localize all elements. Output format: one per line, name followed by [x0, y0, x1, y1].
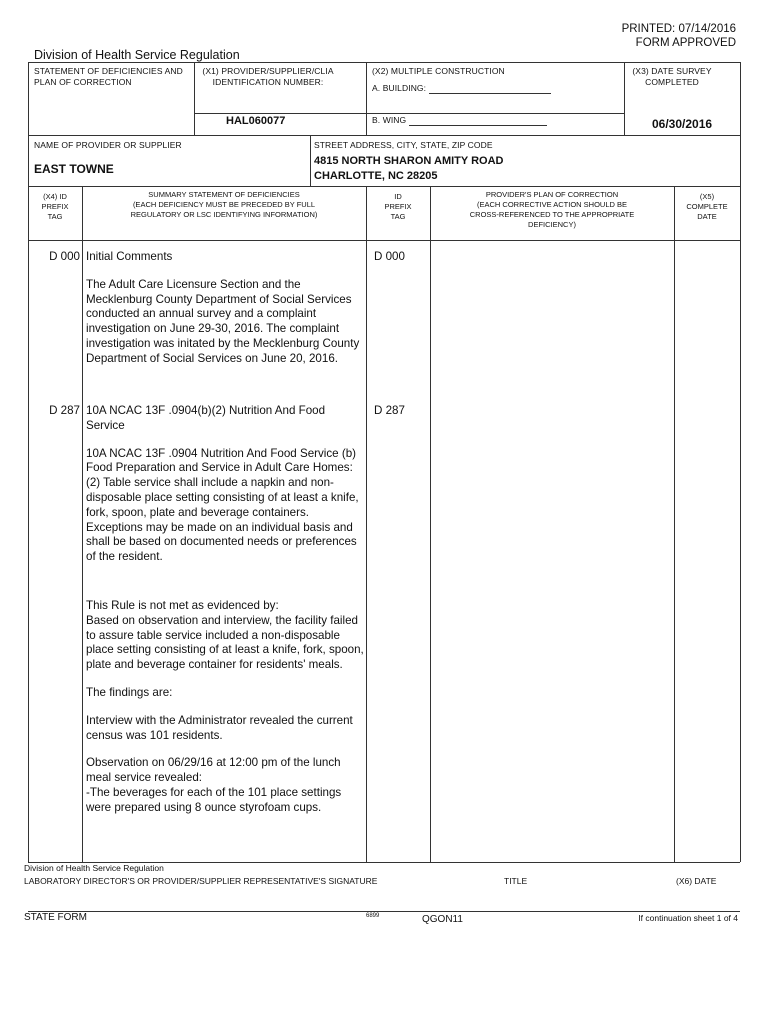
- x1-label: (X1) PROVIDER/SUPPLIER/CLIA IDENTIFICATION NUMBER:: [202, 66, 334, 87]
- provider-name-label: NAME OF PROVIDER OR SUPPLIER: [34, 140, 182, 150]
- building-label: A. BUILDING:: [372, 83, 427, 93]
- entry2-para1: 10A NCAC 13F .0904 Nutrition And Food Service (b) Food Preparation and Service in Adult Care Homes: (2) Table service shall include a napkin and non-disposable place setting consisting of at least a knife, fork, spoon, plate and beverage containers. Exceptions may be made on an individual basis and shall be based on documented needs or preferences of the resident.: [86, 446, 359, 564]
- wing-label: B. WING: [372, 115, 407, 125]
- footer-agency: Division of Health Service Regulation: [24, 863, 164, 873]
- summary-h2: (EACH DEFICIENCY MUST BE PRECEDED BY FULL: [132, 200, 316, 209]
- survey-date-value: 06/30/2016: [652, 117, 713, 131]
- building-blank: [429, 93, 551, 94]
- id-h3: TAG: [390, 212, 406, 221]
- x5-header: [676, 192, 738, 222]
- x4-prefix: PREFIX: [41, 202, 69, 211]
- x4-header: [30, 192, 80, 222]
- x2-label: (X2) MULTIPLE CONSTRUCTION: [372, 66, 505, 76]
- building-row: [372, 83, 551, 94]
- entry2-tag: D 287: [49, 404, 80, 417]
- x3-label: (X3) DATE SURVEY COMPLETED: [632, 66, 712, 87]
- address-label: STREET ADDRESS, CITY, STATE, ZIP CODE: [314, 140, 493, 150]
- title-label: TITLE: [504, 876, 528, 886]
- id-h1: ID: [394, 192, 402, 201]
- provider-name: EAST TOWNE: [34, 162, 114, 176]
- plan-h3: CROSS-REFERENCED TO THE APPROPRIATE: [469, 210, 635, 219]
- x5-h2: COMPLETE: [686, 202, 728, 211]
- entry1-para1: The Adult Care Licensure Section and the Mecklenburg County Department of Social Services conducted an annual survey and a complaint investigation on June 29-30, 2016. The complaint investigation was initated by the Mecklenburg County Department of Social Services on June 20, 2016.: [86, 277, 360, 365]
- entry1-title: Initial Comments: [86, 250, 173, 263]
- entry1-tag: D 000: [49, 250, 80, 263]
- plan-header: [432, 190, 672, 230]
- address-line2: CHARLOTTE, NC 28205: [314, 170, 438, 182]
- form-number: 6899: [366, 913, 380, 919]
- entry2-para2: This Rule is not met as evidenced by: Based on observation and interview, the facility failed to assure table service included a non-disposable place setting consisting of at least a knife, fork, spoon, plate and beverage container for residents' meals.: [86, 598, 364, 672]
- x4-tag: TAG: [47, 212, 63, 221]
- x5-h3: DATE: [697, 212, 717, 221]
- entry2-para4: Interview with the Administrator revealed the current census was 101 residents.: [86, 713, 353, 742]
- signature-label: LABORATORY DIRECTOR'S OR PROVIDER/SUPPLIER REPRESENTATIVE'S SIGNATURE: [24, 876, 378, 886]
- entry2-title: 10A NCAC 13F .0904(b)(2) Nutrition And Food Service: [86, 404, 326, 432]
- form-code: QGON11: [422, 914, 463, 925]
- agency-title: Division of Health Service Regulation: [34, 48, 240, 62]
- continuation-sheet: If continuation sheet 1 of 4: [638, 913, 738, 923]
- date-label: (X6) DATE: [676, 876, 717, 886]
- entry1-block: [86, 250, 364, 380]
- summary-h1: SUMMARY STATEMENT OF DEFICIENCIES: [148, 190, 300, 199]
- x4-id: (X4) ID: [43, 192, 67, 201]
- entry2-para5: Observation on 06/29/16 at 12:00 pm of the lunch meal service revealed: -The beverages for each of the 101 place settings were prepared using 8 ounce styrofoam cups.: [86, 756, 342, 814]
- statement-label: STATEMENT OF DEFICIENCIES AND PLAN OF CORRECTION: [34, 66, 183, 87]
- entry2-para3: The findings are:: [86, 685, 173, 699]
- summary-h3: REGULATORY OR LSC IDENTIFYING INFORMATION): [130, 210, 318, 219]
- plan-h1: PROVIDER'S PLAN OF CORRECTION: [485, 190, 619, 199]
- plan-h4: DEFICIENCY): [528, 220, 576, 229]
- form-approved: FORM APPROVED: [635, 37, 736, 49]
- summary-header: [84, 190, 364, 220]
- wing-row: [372, 115, 547, 126]
- id-h2: PREFIX: [384, 202, 412, 211]
- wing-blank: [409, 125, 547, 126]
- x5-h1: (X5): [699, 192, 715, 201]
- address-line1: 4815 NORTH SHARON AMITY ROAD: [314, 155, 504, 167]
- printed-date: PRINTED: 07/14/2016: [621, 23, 736, 35]
- entry1-id-tag: D 000: [374, 250, 405, 263]
- state-form: STATE FORM: [24, 912, 87, 923]
- entry2-id-tag: D 287: [374, 404, 405, 417]
- entry2-block: [86, 404, 364, 829]
- id-header: [368, 192, 428, 222]
- provider-id-value: HAL060077: [226, 115, 286, 127]
- plan-h2: (EACH CORRECTIVE ACTION SHOULD BE: [476, 200, 628, 209]
